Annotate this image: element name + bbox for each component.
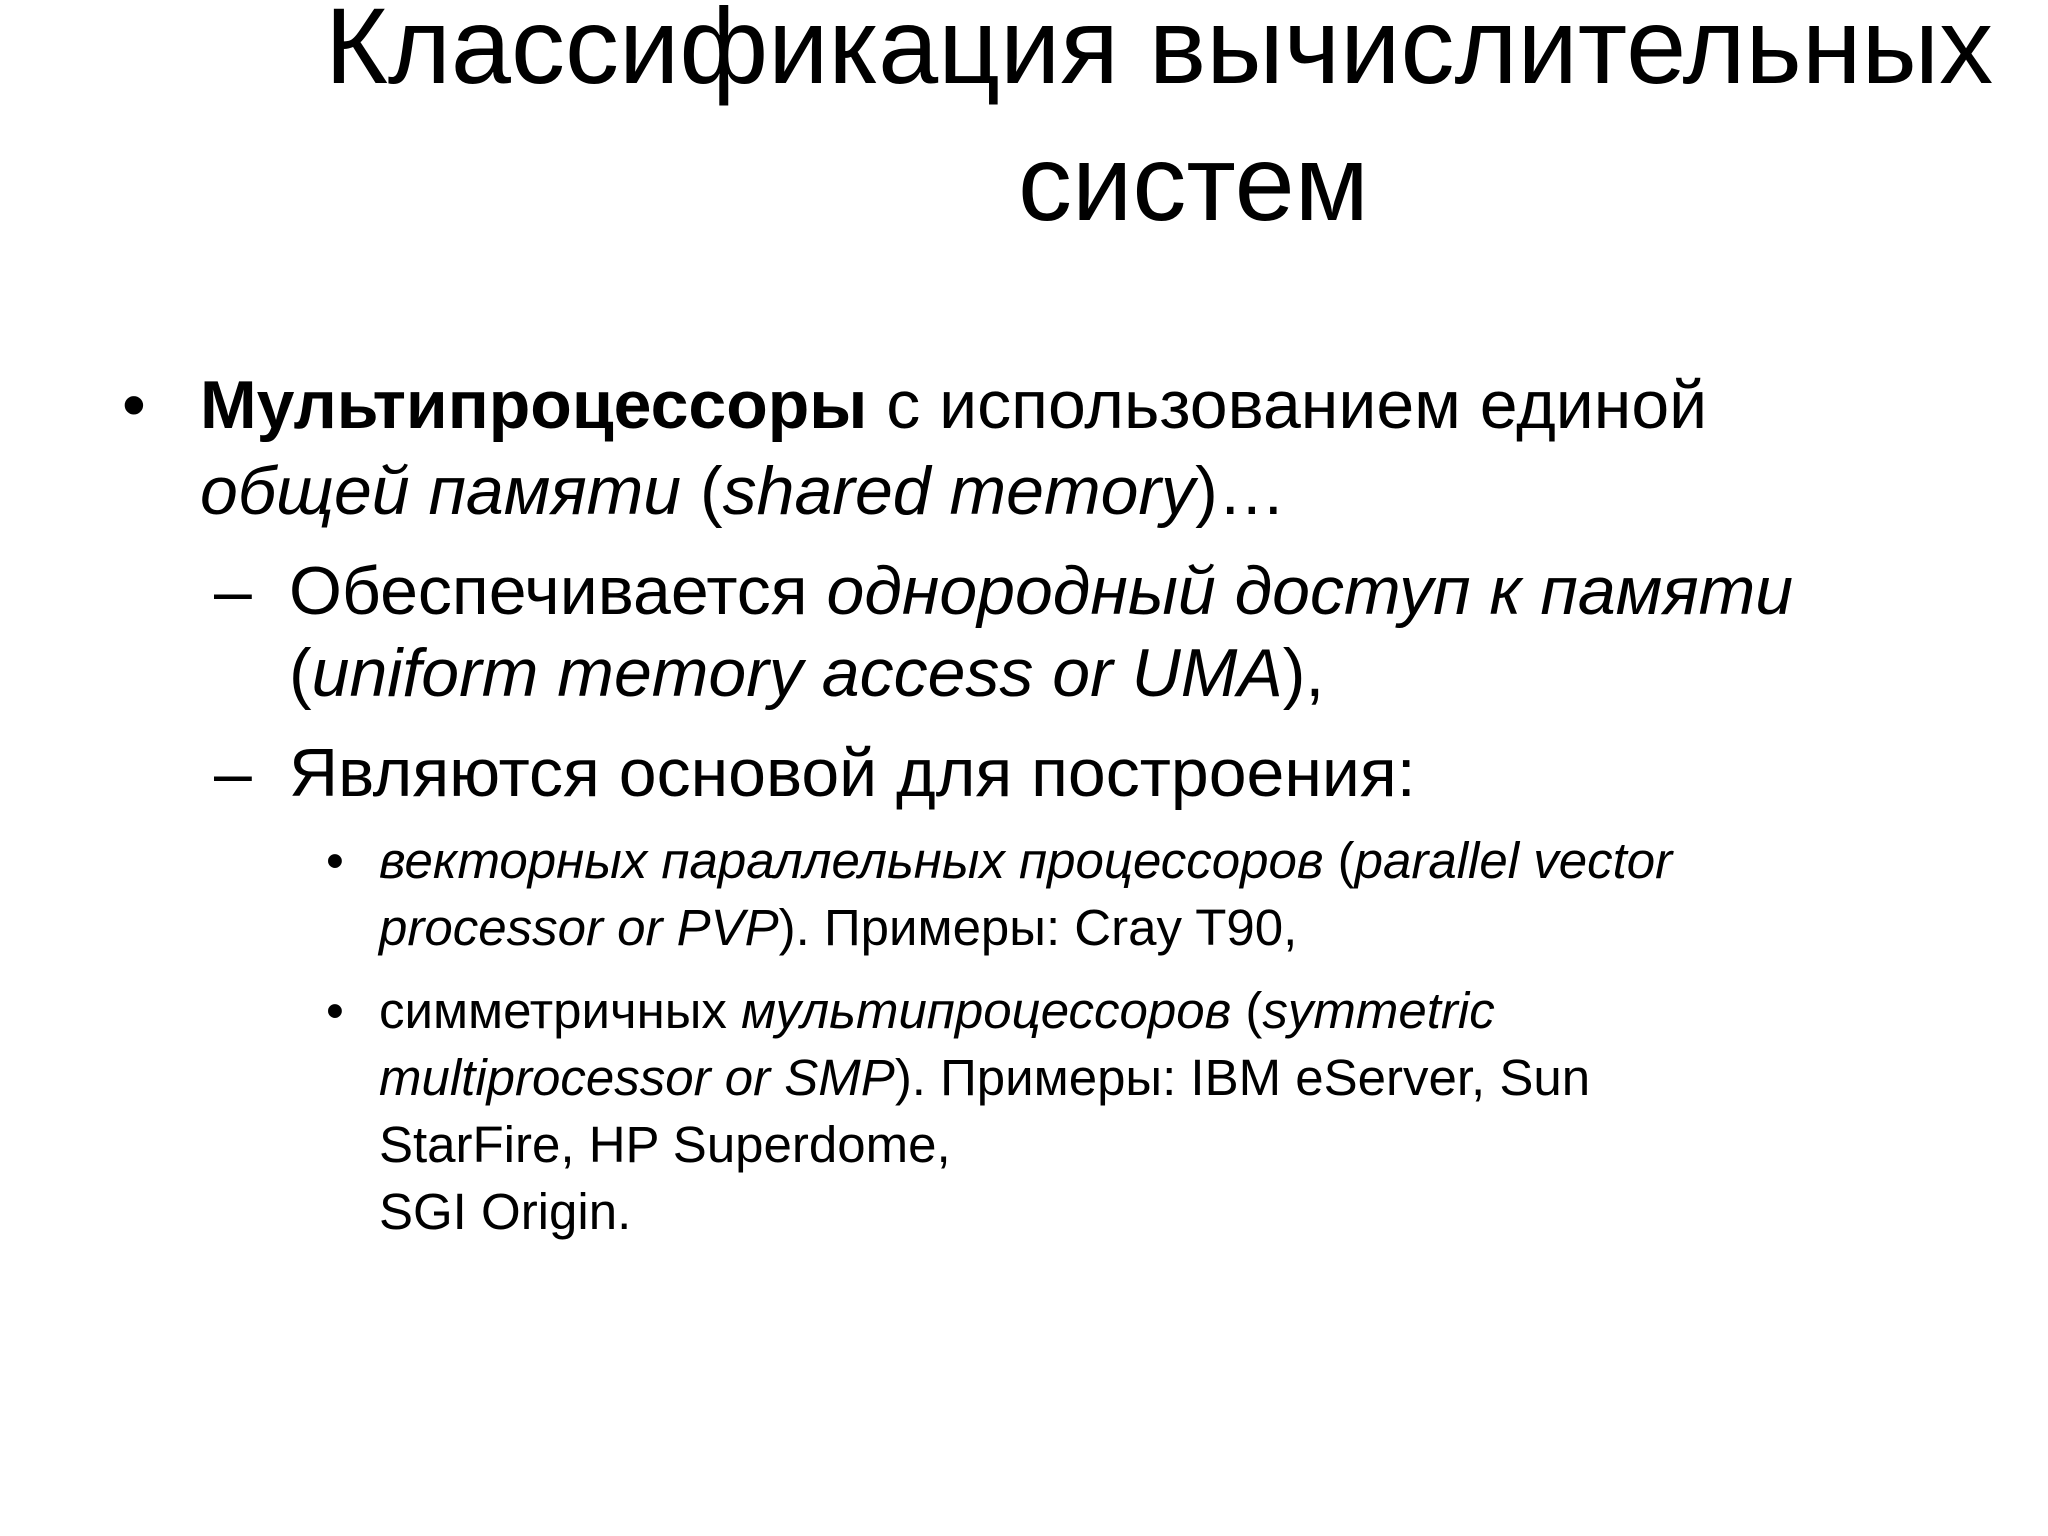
bullet-main-bold: Мультипроцессоры — [200, 367, 868, 443]
sub1-line-2 — [289, 630, 1324, 716]
subsub2-text-2: ( — [1231, 982, 1263, 1039]
bullet-main-text-2: ( — [681, 453, 723, 529]
subsub1-italic-3: processor or PVP — [379, 899, 779, 956]
subsub2-italic-1: мультипроцессоров — [741, 982, 1232, 1039]
subsub2-marker: • — [326, 982, 344, 1039]
subsub2-line-1 — [379, 977, 1495, 1044]
subsub1-line-2 — [379, 894, 1297, 961]
subsub2-line-2 — [379, 1044, 1590, 1111]
bullet-main-marker: • — [122, 367, 146, 443]
sub1-marker: – — [214, 553, 252, 629]
subsub2-line-3: StarFire, HP Superdome, — [379, 1116, 951, 1173]
sub2-marker: – — [214, 735, 252, 811]
subsub2-italic-3: multiprocessor or SMP — [379, 1049, 895, 1106]
sub1-text-1: Обеспечивается — [289, 553, 827, 629]
subsub1-italic-1: векторных параллельных процессоров — [379, 832, 1324, 889]
sub2-text: Являются основой для построения: — [289, 735, 1416, 811]
subsub2-text-1: симметричных — [379, 982, 742, 1039]
subsub1-marker: • — [326, 832, 344, 889]
bullet-main-italic-2: shared memory — [722, 453, 1196, 529]
sub1-line-1 — [289, 548, 1793, 634]
slide-title-line-1: Классификация вычислительных — [325, 0, 1994, 106]
sub1-italic-1: однородный доступ к памяти — [826, 553, 1794, 629]
subsub2-italic-2: symmetric — [1262, 982, 1495, 1039]
subsub1-text-2: ). Примеры: Cray T90, — [778, 899, 1298, 956]
subsub2-line-4: SGI Origin. — [379, 1183, 632, 1240]
bullet-main-line-2 — [200, 448, 1286, 534]
sub1-text-3: ), — [1282, 635, 1325, 711]
sub1-text-2: ( — [289, 635, 312, 711]
slide-title-line-2: систем — [1018, 122, 1369, 243]
subsub1-text-1: ( — [1323, 832, 1355, 889]
subsub1-italic-2: parallel vector — [1354, 832, 1673, 889]
subsub1-line-1 — [379, 827, 1672, 894]
sub1-italic-2: uniform memory access or UMA — [311, 635, 1283, 711]
bullet-main-line-1 — [200, 362, 1707, 448]
bullet-main-italic-1: общей памяти — [200, 453, 682, 529]
bullet-main-text-3: )… — [1195, 453, 1286, 529]
bullet-main-text-1: с использованием единой — [867, 367, 1708, 443]
subsub2-text-3: ). Примеры: IBM eServer, Sun — [894, 1049, 1591, 1106]
